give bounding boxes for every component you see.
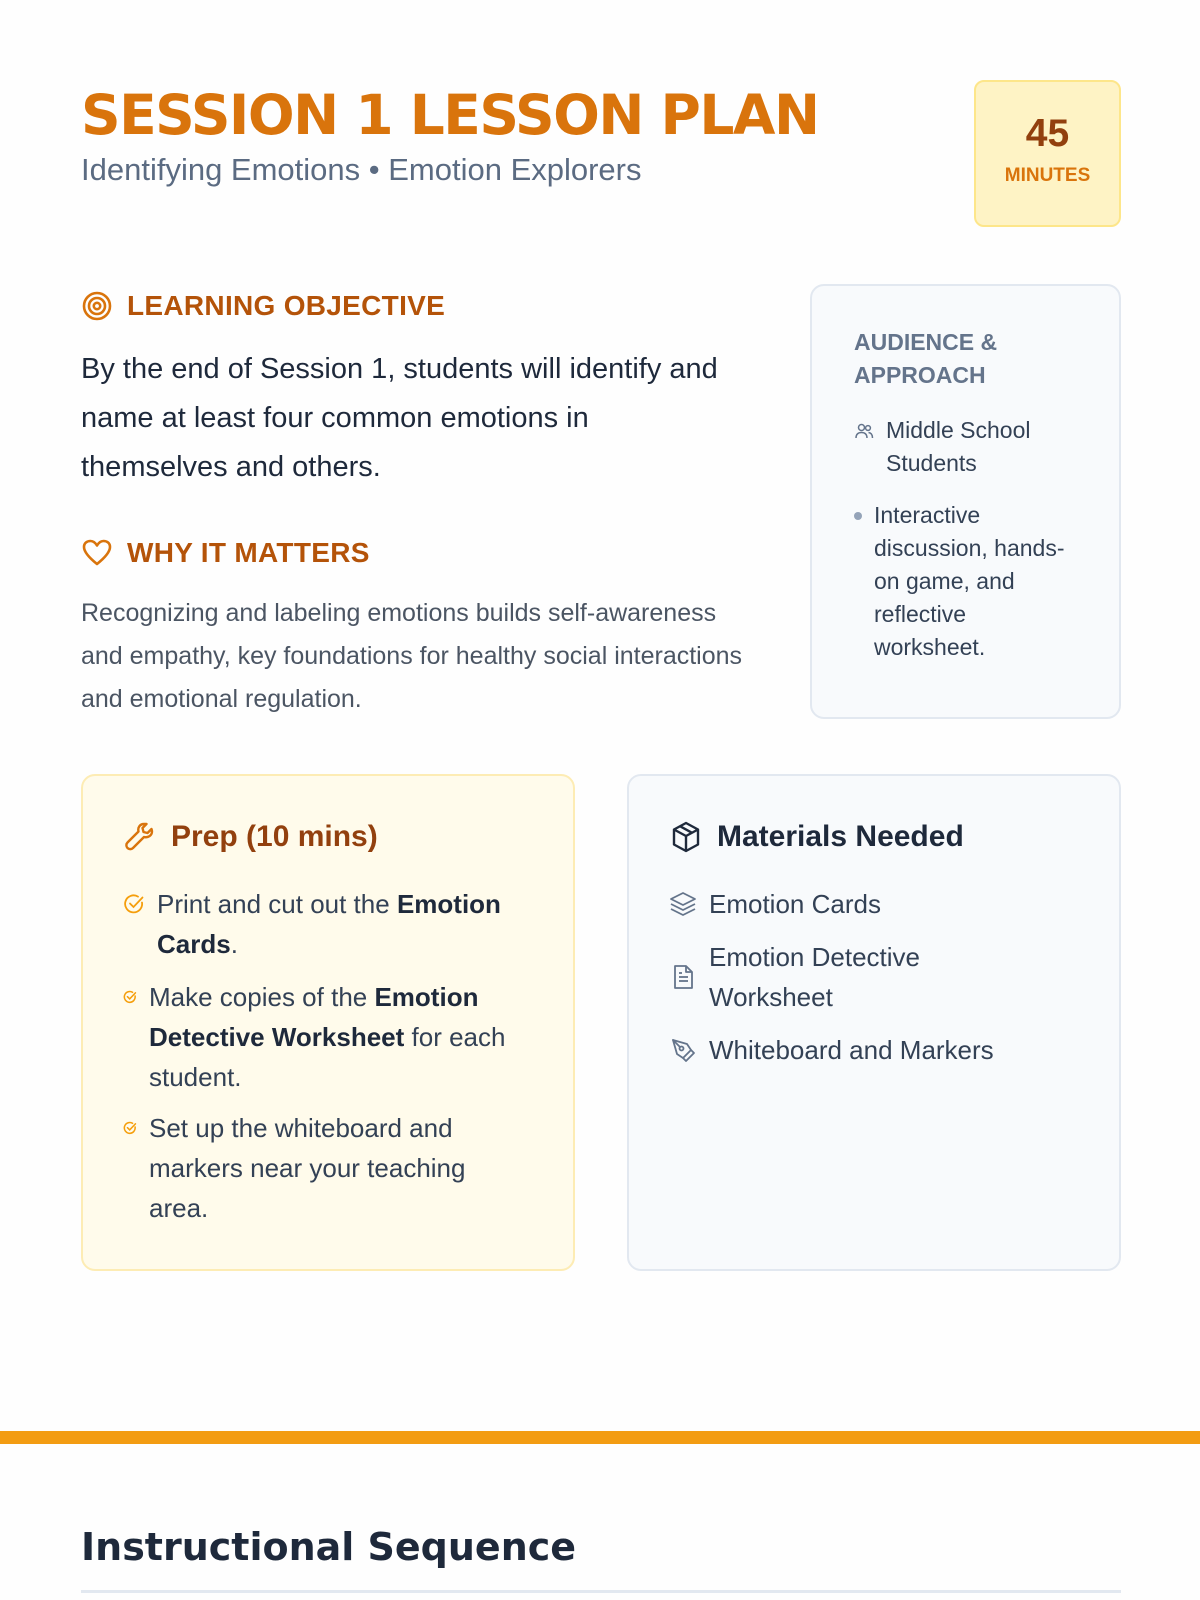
check-circle-icon bbox=[123, 990, 137, 1004]
section-divider bbox=[0, 1431, 1200, 1444]
prep-heading-label: Prep (10 mins) bbox=[171, 820, 378, 853]
check-circle-icon bbox=[123, 1121, 137, 1135]
material-item bbox=[669, 884, 881, 924]
page-subtitle: Identifying Emotions • Emotion Explorers bbox=[81, 152, 642, 187]
page-title: SESSION 1 LESSON PLAN bbox=[81, 83, 819, 147]
why-text: Recognizing and labeling emotions builds self-awareness and empathy, key foundations for healthy social interactions and emotional regulation. bbox=[81, 599, 743, 713]
prep-item bbox=[123, 884, 537, 964]
material-item bbox=[669, 1030, 994, 1070]
audience-item-text: Middle School Students bbox=[886, 417, 1031, 476]
audience-item bbox=[854, 499, 1074, 664]
materials-heading-label: Materials Needed bbox=[717, 820, 964, 853]
file-text-icon bbox=[669, 963, 697, 991]
prep-card bbox=[81, 774, 575, 1271]
duration-value: 45 bbox=[1025, 112, 1070, 155]
prep-item-text: Set up the whiteboard and markers near your teaching area. bbox=[149, 1113, 466, 1223]
users-icon bbox=[854, 421, 874, 441]
pen-tool-icon bbox=[669, 1036, 697, 1064]
page-header bbox=[81, 80, 1121, 230]
package-icon bbox=[669, 820, 703, 854]
check-circle-icon bbox=[123, 893, 145, 915]
audience-item-text: Interactive discussion, hands-on game, and reflective worksheet. bbox=[874, 502, 1065, 660]
why-heading bbox=[81, 537, 370, 569]
audience-card bbox=[810, 284, 1121, 719]
prep-item bbox=[123, 977, 519, 1097]
material-item-text: Emotion Detective Worksheet bbox=[709, 942, 920, 1012]
wrench-icon bbox=[123, 820, 157, 854]
prep-item-text: Print and cut out the Emotion Cards. bbox=[157, 889, 501, 959]
target-icon bbox=[81, 290, 113, 322]
duration-badge bbox=[974, 80, 1121, 227]
duration-unit: MINUTES bbox=[1004, 165, 1091, 186]
objective-heading-label: LEARNING OBJECTIVE bbox=[127, 290, 446, 321]
prep-item-text: Make copies of the Emotion Detective Worksheet for each student. bbox=[149, 982, 506, 1092]
materials-card bbox=[627, 774, 1121, 1271]
sequence-underline bbox=[81, 1590, 1121, 1593]
objective-text: By the end of Session 1, students will identify and name at least four common emotions in themselves and others. bbox=[81, 353, 718, 483]
prep-item bbox=[123, 1108, 519, 1228]
layers-icon bbox=[669, 890, 697, 918]
materials-heading bbox=[669, 820, 964, 854]
bullet-dot-icon bbox=[854, 512, 862, 520]
heart-icon bbox=[81, 537, 113, 569]
sequence-heading: Instructional Sequence bbox=[81, 1525, 577, 1569]
audience-item bbox=[854, 414, 1066, 480]
material-item-text: Emotion Cards bbox=[709, 889, 881, 919]
material-item-text: Whiteboard and Markers bbox=[709, 1035, 994, 1065]
audience-heading: AUDIENCE & APPROACH bbox=[854, 329, 998, 388]
why-heading-label: WHY IT MATTERS bbox=[127, 537, 370, 568]
objective-heading bbox=[81, 290, 445, 322]
prep-heading bbox=[123, 820, 378, 854]
material-item bbox=[669, 937, 1009, 1017]
